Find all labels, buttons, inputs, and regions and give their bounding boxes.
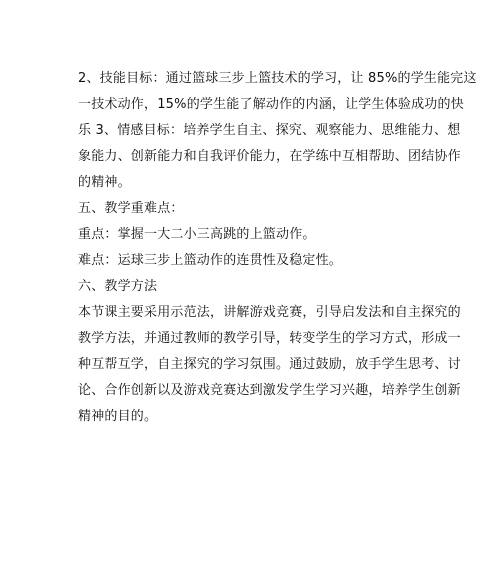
- text-line: 乐 3、情感目标：培养学生自主、探究、观察能力、思维能力、想: [78, 123, 461, 138]
- text-line: 论、合作创新以及游戏竞赛达到激发学生学习兴趣，培养学生创新: [78, 383, 461, 398]
- document-body: [78, 66, 477, 430]
- text-line: 教学方法，并通过教师的教学引导，转变学生的学习方式，形成一: [78, 331, 461, 346]
- section-heading: 六、教学方法: [78, 279, 158, 294]
- text-line: 难点：运球三步上篮动作的连贯性及稳定性。: [78, 253, 343, 268]
- text-line: 精神的目的。: [78, 409, 158, 424]
- text-line: 种互帮互学，自主探究的学习氛围。通过鼓励，放手学生思考、讨: [78, 357, 461, 372]
- text-line: 的精神。: [78, 175, 131, 190]
- section-heading: 五、教学重难点：: [78, 201, 184, 216]
- text-line: 重点：掌握一大二小三高跳的上篮动作。: [78, 227, 316, 242]
- text-line: 一技术动作，15%的学生能了解动作的内涵，让学生体验成功的快: [78, 97, 464, 112]
- text-line: 象能力、创新能力和自我评价能力，在学练中互相帮助、团结协作: [78, 149, 461, 164]
- text-line: 本节课主要采用示范法，讲解游戏竞赛，引导启发法和自主探究的: [78, 305, 461, 320]
- text-line: 2、技能目标：通过篮球三步上篮技术的学习，让 85%的学生能完这: [78, 71, 477, 86]
